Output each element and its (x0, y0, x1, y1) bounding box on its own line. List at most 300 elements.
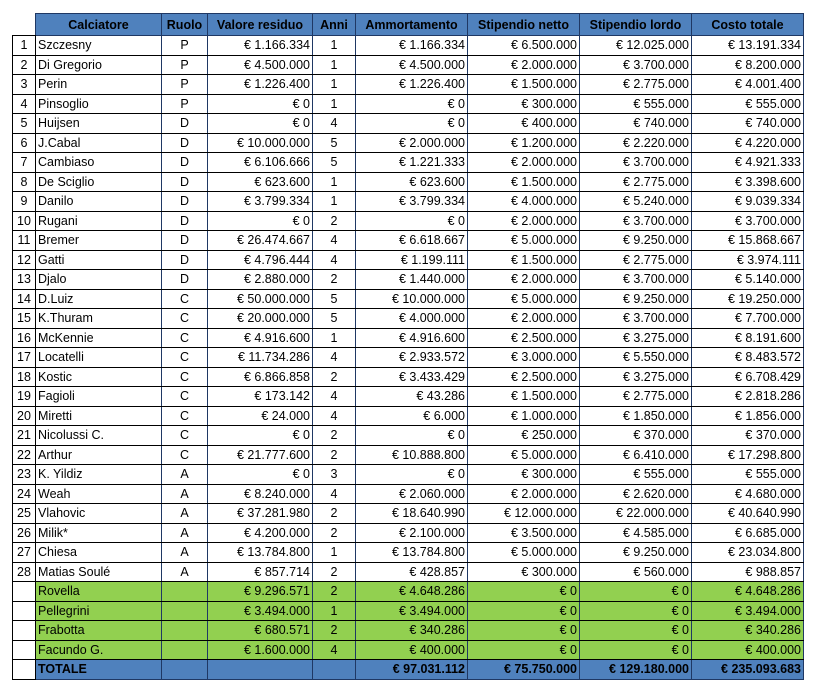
gross-salary: € 9.250.000 (580, 543, 692, 563)
gross-salary: € 4.585.000 (580, 523, 692, 543)
gross-salary: € 2.775.000 (580, 387, 692, 407)
table-row (13, 348, 804, 368)
amortization: € 400.000 (356, 640, 468, 660)
amortization: € 10.000.000 (356, 289, 468, 309)
player-role: A (162, 523, 208, 543)
years: 4 (313, 484, 356, 504)
table-row (13, 289, 804, 309)
player-name: K. Yildiz (36, 465, 162, 485)
residual-value: € 1.226.400 (208, 75, 313, 95)
player-name: Huijsen (36, 114, 162, 134)
table-row (13, 172, 804, 192)
residual-value: € 6.106.666 (208, 153, 313, 173)
gross-salary: € 2.220.000 (580, 133, 692, 153)
table-row (13, 270, 804, 290)
total-cost: € 4.921.333 (692, 153, 804, 173)
gross-salary: € 3.700.000 (580, 211, 692, 231)
residual-value: € 4.500.000 (208, 55, 313, 75)
residual-value: € 0 (208, 114, 313, 134)
player-role-empty (162, 640, 208, 660)
net-salary: € 2.000.000 (468, 55, 580, 75)
row-number: 5 (13, 114, 36, 134)
net-salary: € 5.000.000 (468, 543, 580, 563)
total-cost: € 6.685.000 (692, 523, 804, 543)
row-number: 13 (13, 270, 36, 290)
player-role: A (162, 543, 208, 563)
total-cost: € 19.250.000 (692, 289, 804, 309)
net-salary: € 250.000 (468, 426, 580, 446)
gross-salary: € 0 (580, 621, 692, 641)
net-salary: € 5.000.000 (468, 289, 580, 309)
net-salary: € 2.000.000 (468, 270, 580, 290)
gross-salary: € 3.275.000 (580, 328, 692, 348)
gross-salary: € 22.000.000 (580, 504, 692, 524)
player-role: P (162, 94, 208, 114)
player-name: Danilo (36, 192, 162, 212)
residual-value: € 6.866.858 (208, 367, 313, 387)
net-salary: € 4.000.000 (468, 192, 580, 212)
player-role: C (162, 289, 208, 309)
amortization: € 0 (356, 211, 468, 231)
player-role: C (162, 387, 208, 407)
table-row (13, 406, 804, 426)
net-salary: € 0 (468, 640, 580, 660)
total-row (13, 660, 804, 680)
residual-value: € 680.571 (208, 621, 313, 641)
amortization: € 1.440.000 (356, 270, 468, 290)
residual-value: € 4.796.444 (208, 250, 313, 270)
net-salary: € 2.500.000 (468, 367, 580, 387)
residual-value: € 13.784.800 (208, 543, 313, 563)
total-cost: € 23.034.800 (692, 543, 804, 563)
header-row (13, 14, 804, 36)
total-cost: € 3.974.111 (692, 250, 804, 270)
gross-salary: € 5.550.000 (580, 348, 692, 368)
net-salary: € 12.000.000 (468, 504, 580, 524)
player-role-empty (162, 582, 208, 602)
amortization: € 4.500.000 (356, 55, 468, 75)
table-row (13, 426, 804, 446)
years: 3 (313, 465, 356, 485)
years: 2 (313, 523, 356, 543)
years: 2 (313, 621, 356, 641)
years: 1 (313, 94, 356, 114)
total-cost: € 15.868.667 (692, 231, 804, 251)
table-row (13, 211, 804, 231)
residual-value: € 623.600 (208, 172, 313, 192)
player-name: Rugani (36, 211, 162, 231)
player-role: A (162, 465, 208, 485)
total-cost: € 4.001.400 (692, 75, 804, 95)
total-empty-anni (313, 660, 356, 680)
header-anni: Anni (313, 14, 356, 36)
row-number: 11 (13, 231, 36, 251)
years: 1 (313, 328, 356, 348)
total-empty-ruolo (162, 660, 208, 680)
table-row (13, 75, 804, 95)
total-cost: € 5.140.000 (692, 270, 804, 290)
table-row (13, 445, 804, 465)
row-number: 8 (13, 172, 36, 192)
table-row (13, 504, 804, 524)
net-salary: € 5.000.000 (468, 445, 580, 465)
player-role: A (162, 562, 208, 582)
player-role: C (162, 445, 208, 465)
years: 4 (313, 231, 356, 251)
player-role: D (162, 153, 208, 173)
player-role: D (162, 270, 208, 290)
gross-salary: € 2.620.000 (580, 484, 692, 504)
player-name: J.Cabal (36, 133, 162, 153)
net-salary: € 0 (468, 582, 580, 602)
total-cost: € 340.286 (692, 621, 804, 641)
player-name: Weah (36, 484, 162, 504)
residual-value: € 4.916.600 (208, 328, 313, 348)
row-number: 20 (13, 406, 36, 426)
loan-row (13, 640, 804, 660)
gross-salary: € 5.240.000 (580, 192, 692, 212)
total-cost: € 400.000 (692, 640, 804, 660)
net-salary: € 0 (468, 601, 580, 621)
net-salary: € 1.500.000 (468, 250, 580, 270)
net-salary: € 6.500.000 (468, 36, 580, 56)
gross-salary: € 560.000 (580, 562, 692, 582)
years: 4 (313, 348, 356, 368)
player-name: Miretti (36, 406, 162, 426)
total-net-salary: € 75.750.000 (468, 660, 580, 680)
player-name: Cambiaso (36, 153, 162, 173)
gross-salary: € 12.025.000 (580, 36, 692, 56)
gross-salary: € 555.000 (580, 94, 692, 114)
loan-row (13, 621, 804, 641)
net-salary: € 2.500.000 (468, 328, 580, 348)
years: 5 (313, 133, 356, 153)
total-cost: € 235.093.683 (692, 660, 804, 680)
table-row (13, 133, 804, 153)
player-name: Facundo G. (36, 640, 162, 660)
total-empty-valore (208, 660, 313, 680)
amortization: € 18.640.990 (356, 504, 468, 524)
player-role: P (162, 75, 208, 95)
total-cost: € 555.000 (692, 465, 804, 485)
residual-value: € 21.777.600 (208, 445, 313, 465)
row-number: 22 (13, 445, 36, 465)
total-cost: € 740.000 (692, 114, 804, 134)
amortization: € 10.888.800 (356, 445, 468, 465)
net-salary: € 5.000.000 (468, 231, 580, 251)
row-number: 16 (13, 328, 36, 348)
net-salary: € 300.000 (468, 94, 580, 114)
years: 1 (313, 543, 356, 563)
amortization: € 1.221.333 (356, 153, 468, 173)
gross-salary: € 555.000 (580, 465, 692, 485)
player-name: Pellegrini (36, 601, 162, 621)
residual-value: € 4.200.000 (208, 523, 313, 543)
corner-cell (13, 14, 36, 36)
player-role: D (162, 114, 208, 134)
years: 4 (313, 406, 356, 426)
row-number: 3 (13, 75, 36, 95)
player-name: Fagioli (36, 387, 162, 407)
years: 5 (313, 153, 356, 173)
player-role: D (162, 172, 208, 192)
net-salary: € 1.500.000 (468, 387, 580, 407)
total-cost: € 1.856.000 (692, 406, 804, 426)
player-name: Locatelli (36, 348, 162, 368)
residual-value: € 26.474.667 (208, 231, 313, 251)
total-amortization: € 97.031.112 (356, 660, 468, 680)
gross-salary: € 6.410.000 (580, 445, 692, 465)
years: 1 (313, 36, 356, 56)
row-number: 28 (13, 562, 36, 582)
years: 4 (313, 250, 356, 270)
net-salary: € 1.200.000 (468, 133, 580, 153)
years: 1 (313, 601, 356, 621)
loan-row (13, 582, 804, 602)
row-number-empty (13, 582, 36, 602)
amortization: € 623.600 (356, 172, 468, 192)
amortization: € 4.916.600 (356, 328, 468, 348)
amortization: € 43.286 (356, 387, 468, 407)
gross-salary: € 3.700.000 (580, 55, 692, 75)
years: 1 (313, 55, 356, 75)
years: 5 (313, 289, 356, 309)
residual-value: € 173.142 (208, 387, 313, 407)
player-role: D (162, 211, 208, 231)
header-netto: Stipendio netto (468, 14, 580, 36)
row-number: 1 (13, 36, 36, 56)
row-number: 6 (13, 133, 36, 153)
gross-salary: € 3.700.000 (580, 153, 692, 173)
net-salary: € 1.500.000 (468, 172, 580, 192)
total-cost: € 8.483.572 (692, 348, 804, 368)
table-row (13, 484, 804, 504)
residual-value: € 20.000.000 (208, 309, 313, 329)
squad-cost-table (12, 13, 804, 680)
table-row (13, 562, 804, 582)
residual-value: € 8.240.000 (208, 484, 313, 504)
residual-value: € 2.880.000 (208, 270, 313, 290)
total-cost: € 9.039.334 (692, 192, 804, 212)
row-number: 15 (13, 309, 36, 329)
residual-value: € 50.000.000 (208, 289, 313, 309)
residual-value: € 0 (208, 211, 313, 231)
years: 1 (313, 75, 356, 95)
years: 2 (313, 504, 356, 524)
years: 5 (313, 309, 356, 329)
net-salary: € 0 (468, 621, 580, 641)
row-number-empty (13, 660, 36, 680)
years: 2 (313, 562, 356, 582)
amortization: € 6.000 (356, 406, 468, 426)
header-ruolo: Ruolo (162, 14, 208, 36)
years: 4 (313, 114, 356, 134)
total-cost: € 8.191.600 (692, 328, 804, 348)
player-role: D (162, 133, 208, 153)
net-salary: € 300.000 (468, 465, 580, 485)
amortization: € 3.799.334 (356, 192, 468, 212)
table-row (13, 55, 804, 75)
table-row (13, 309, 804, 329)
player-role: D (162, 250, 208, 270)
gross-salary: € 370.000 (580, 426, 692, 446)
net-salary: € 300.000 (468, 562, 580, 582)
player-name: D.Luiz (36, 289, 162, 309)
table-row (13, 328, 804, 348)
total-cost: € 6.708.429 (692, 367, 804, 387)
player-name: McKennie (36, 328, 162, 348)
residual-value: € 1.600.000 (208, 640, 313, 660)
gross-salary: € 3.700.000 (580, 270, 692, 290)
player-role: D (162, 192, 208, 212)
player-role: C (162, 348, 208, 368)
years: 1 (313, 172, 356, 192)
residual-value: € 3.494.000 (208, 601, 313, 621)
row-number: 21 (13, 426, 36, 446)
table-row (13, 250, 804, 270)
total-cost: € 17.298.800 (692, 445, 804, 465)
row-number: 7 (13, 153, 36, 173)
net-salary: € 3.000.000 (468, 348, 580, 368)
table-row (13, 192, 804, 212)
player-name: Matias Soulé (36, 562, 162, 582)
row-number: 9 (13, 192, 36, 212)
years: 1 (313, 192, 356, 212)
table-row (13, 543, 804, 563)
row-number: 23 (13, 465, 36, 485)
gross-salary: € 9.250.000 (580, 289, 692, 309)
player-name: Szczesny (36, 36, 162, 56)
gross-salary: € 2.775.000 (580, 75, 692, 95)
residual-value: € 24.000 (208, 406, 313, 426)
years: 2 (313, 270, 356, 290)
player-role: P (162, 36, 208, 56)
residual-value: € 1.166.334 (208, 36, 313, 56)
player-name: Gatti (36, 250, 162, 270)
amortization: € 1.199.111 (356, 250, 468, 270)
total-cost: € 988.857 (692, 562, 804, 582)
net-salary: € 2.000.000 (468, 153, 580, 173)
amortization: € 3.433.429 (356, 367, 468, 387)
loan-row (13, 601, 804, 621)
net-salary: € 3.500.000 (468, 523, 580, 543)
player-name: Frabotta (36, 621, 162, 641)
gross-salary: € 2.775.000 (580, 250, 692, 270)
player-role-empty (162, 621, 208, 641)
amortization: € 0 (356, 94, 468, 114)
residual-value: € 37.281.980 (208, 504, 313, 524)
total-cost: € 370.000 (692, 426, 804, 446)
header-ammortamento: Ammortamento (356, 14, 468, 36)
row-number: 12 (13, 250, 36, 270)
row-number: 27 (13, 543, 36, 563)
total-cost: € 8.200.000 (692, 55, 804, 75)
amortization: € 1.226.400 (356, 75, 468, 95)
player-name: Chiesa (36, 543, 162, 563)
row-number: 4 (13, 94, 36, 114)
player-name: Rovella (36, 582, 162, 602)
total-cost: € 7.700.000 (692, 309, 804, 329)
table-row (13, 94, 804, 114)
player-name: Bremer (36, 231, 162, 251)
player-name: De Sciglio (36, 172, 162, 192)
total-cost: € 40.640.990 (692, 504, 804, 524)
total-cost: € 4.680.000 (692, 484, 804, 504)
table-row (13, 36, 804, 56)
total-cost: € 3.700.000 (692, 211, 804, 231)
amortization: € 2.060.000 (356, 484, 468, 504)
amortization: € 0 (356, 114, 468, 134)
gross-salary: € 0 (580, 640, 692, 660)
player-role: C (162, 426, 208, 446)
residual-value: € 3.799.334 (208, 192, 313, 212)
amortization: € 3.494.000 (356, 601, 468, 621)
amortization: € 0 (356, 465, 468, 485)
player-role: A (162, 504, 208, 524)
row-number: 18 (13, 367, 36, 387)
row-number: 19 (13, 387, 36, 407)
total-cost: € 3.494.000 (692, 601, 804, 621)
player-name: Kostic (36, 367, 162, 387)
player-role: C (162, 406, 208, 426)
header-calciatore: Calciatore (36, 14, 162, 36)
table-row (13, 231, 804, 251)
gross-salary: € 0 (580, 601, 692, 621)
total-cost: € 13.191.334 (692, 36, 804, 56)
amortization: € 428.857 (356, 562, 468, 582)
residual-value: € 11.734.286 (208, 348, 313, 368)
total-cost: € 3.398.600 (692, 172, 804, 192)
gross-salary: € 3.700.000 (580, 309, 692, 329)
gross-salary: € 1.850.000 (580, 406, 692, 426)
row-number: 25 (13, 504, 36, 524)
amortization: € 340.286 (356, 621, 468, 641)
table-row (13, 114, 804, 134)
player-role: P (162, 55, 208, 75)
gross-salary: € 3.275.000 (580, 367, 692, 387)
table-row (13, 387, 804, 407)
amortization: € 2.000.000 (356, 133, 468, 153)
table-row (13, 367, 804, 387)
net-salary: € 1.500.000 (468, 75, 580, 95)
gross-salary: € 2.775.000 (580, 172, 692, 192)
residual-value: € 0 (208, 465, 313, 485)
player-name: Pinsoglio (36, 94, 162, 114)
player-role-empty (162, 601, 208, 621)
row-number-empty (13, 640, 36, 660)
net-salary: € 2.000.000 (468, 309, 580, 329)
gross-salary: € 9.250.000 (580, 231, 692, 251)
player-role: C (162, 367, 208, 387)
row-number: 17 (13, 348, 36, 368)
residual-value: € 857.714 (208, 562, 313, 582)
player-name: K.Thuram (36, 309, 162, 329)
table-row (13, 465, 804, 485)
residual-value: € 10.000.000 (208, 133, 313, 153)
total-cost: € 2.818.286 (692, 387, 804, 407)
header-valore: Valore residuo (208, 14, 313, 36)
row-number: 2 (13, 55, 36, 75)
years: 2 (313, 367, 356, 387)
player-role: A (162, 484, 208, 504)
net-salary: € 2.000.000 (468, 484, 580, 504)
residual-value: € 0 (208, 94, 313, 114)
years: 4 (313, 640, 356, 660)
total-cost: € 4.648.286 (692, 582, 804, 602)
row-number-empty (13, 601, 36, 621)
header-costo: Costo totale (692, 14, 804, 36)
table-body (13, 36, 804, 680)
